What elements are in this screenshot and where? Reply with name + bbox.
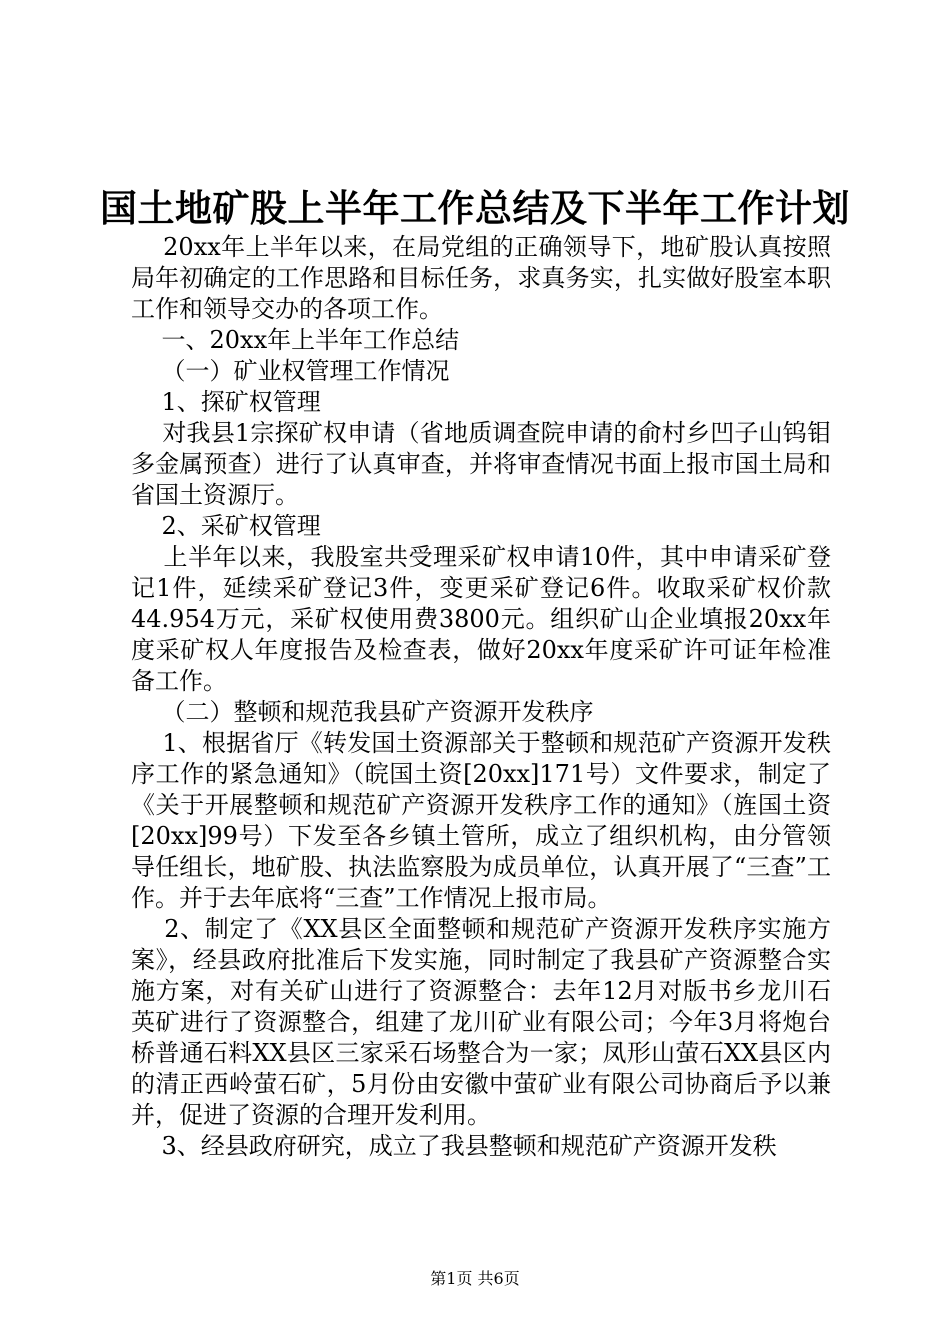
- paragraph: 20xx年上半年以来，在局党组的正确领导下，地矿股认真按照局年初确定的工作思路和目标任务，求真务实，扎实做好股室本职工作和领导交办的各项工作。: [131, 233, 832, 323]
- document-body: [131, 232, 831, 1162]
- subsection-heading: （二）整顿和规范我县矿产资源开发秩序: [131, 698, 594, 726]
- subsection-heading: （一）矿业权管理工作情况: [131, 357, 450, 385]
- paragraph: 3、经县政府研究，成立了我县整顿和规范矿产资源开发秩: [131, 1132, 777, 1160]
- item-heading: 2、采矿权管理: [131, 512, 321, 540]
- section-heading: 一、20xx年上半年工作总结: [131, 326, 460, 354]
- page-number-footer: 第1页 共6页: [430, 1269, 520, 1288]
- paragraph: 上半年以来，我股室共受理采矿权申请10件，其中申请采矿登记1件，延续采矿登记3件，变更采矿登记6件。收取采矿权价款44.954万元，采矿权使用费3800元。组织矿山企业填报20xx年度采矿权人年度报告及检查表，做好20xx年度采矿许可证年检准备工作。: [131, 543, 831, 695]
- paragraph: 对我县1宗探矿权申请（省地质调查院申请的俞村乡凹子山钨钼多金属预查）进行了认真审查，并将审查情况书面上报市国土局和省国土资源厅。: [131, 419, 831, 509]
- document-title: 国土地矿股上半年工作总结及下半年工作计划: [100, 186, 850, 230]
- paragraph: 2、制定了《XX县区全面整顿和规范矿产资源开发秩序实施方案》，经县政府批准后下发实施，同时制定了我县矿产资源整合实施方案，对有关矿山进行了资源整合：去年12月对版书乡龙川石英矿进行了资源整合，组建了龙川矿业有限公司；今年3月将炮台桥普通石料XX县区三家采石场整合为一家；凤形山萤石XX县区内的清正西岭萤石矿，5月份由安徽中萤矿业有限公司协商后予以兼并，促进了资源的合理开发利用。: [131, 915, 831, 1129]
- paragraph: 1、根据省厅《转发国土资源部关于整顿和规范矿产资源开发秩序工作的紧急通知》（皖国土资[20xx]171号）文件要求，制定了《关于开展整顿和规范矿产资源开发秩序工作的通知》（旌国土资[20xx]99号）下发至各乡镇土管所，成立了组织机构，由分管领导任组长，地矿股、执法监察股为成员单位，认真开展了“三查”工作。并于去年底将“三查”工作情况上报市局。: [131, 729, 831, 912]
- item-heading: 1、探矿权管理: [131, 388, 321, 416]
